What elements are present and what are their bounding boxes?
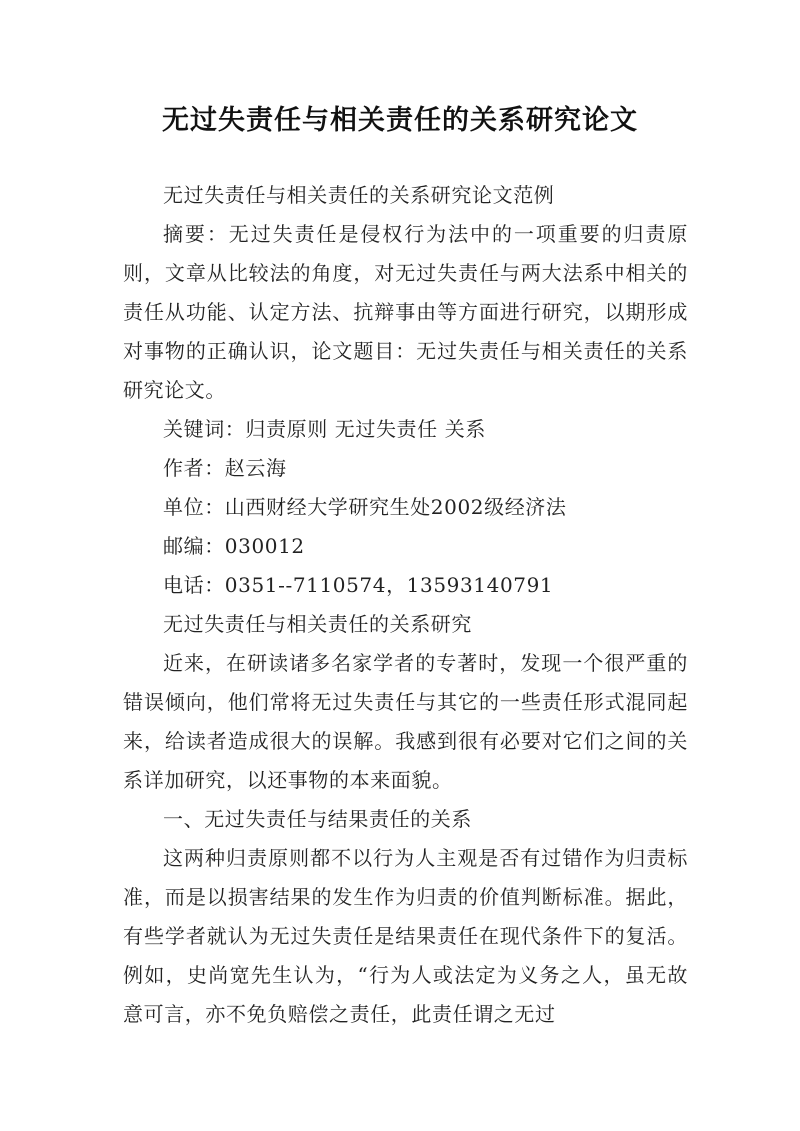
paragraph-affiliation: 单位：山西财经大学研究生处2002级经济法	[163, 495, 567, 519]
paragraph-phone: 电话：0351--7110574，13593140791	[163, 573, 554, 597]
paragraph-subtitle: 无过失责任与相关责任的关系研究论文范例	[163, 183, 555, 207]
paragraph-postcode: 邮编：030012	[163, 534, 305, 558]
paragraph-section-heading: 无过失责任与相关责任的关系研究	[163, 612, 472, 636]
document-body	[123, 176, 688, 1034]
document-title: 无过失责任与相关责任的关系研究论文	[162, 105, 638, 136]
paragraph-abstract: 摘要：无过失责任是侵权行为法中的一项重要的归责原则，文章从比较法的角度，对无过失责任与两大法系中相关的责任从功能、认定方法、抗辩事由等方面进行研究，以期形成对事物的正确认识，论文题目：无过失责任与相关责任的关系研究论文。	[123, 222, 688, 402]
paragraph-introduction: 近来，在研读诸多名家学者的专著时，发现一个很严重的错误倾向，他们常将无过失责任与其它的一些责任形式混同起来，给读者造成很大的误解。我感到很有必要对它们之间的关系详加研究，以还事物的本来面貌。	[123, 651, 688, 792]
paragraph-subsection-heading: 一、无过失责任与结果责任的关系	[163, 807, 472, 831]
paragraph-keywords: 关键词：归责原则 无过失责任 关系	[163, 417, 486, 441]
paragraph-author: 作者：赵云海	[163, 456, 287, 480]
paragraph-body: 这两种归责原则都不以行为人主观是否有过错作为归责标准，而是以损害结果的发生作为归责的价值判断标准。据此，有些学者就认为无过失责任是结果责任在现代条件下的复活。例如，史尚宽先生认为，“行为人或法定为义务之人，虽无故意可言，亦不免负赔偿之责任，此责任谓之无过	[123, 846, 688, 1026]
